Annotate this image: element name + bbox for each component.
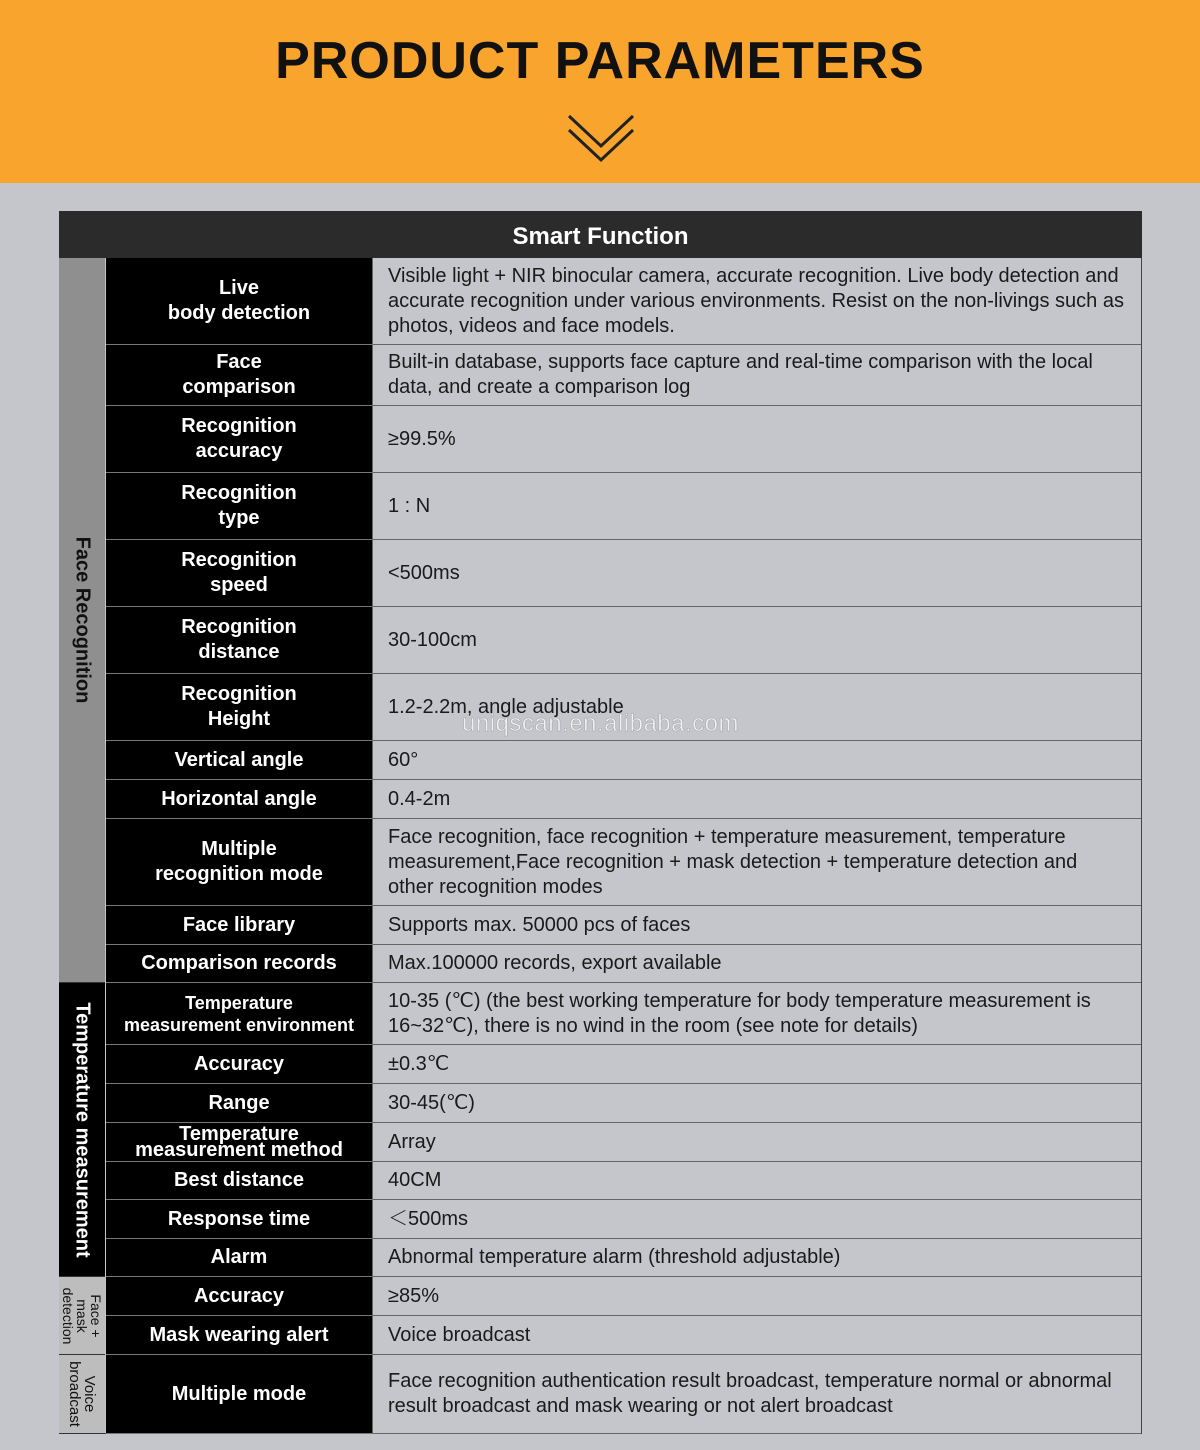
row-value: 1.2-2.2m, angle adjustable — [373, 674, 1141, 741]
row-label: Comparison records — [106, 945, 372, 983]
row-value: ≥99.5% — [373, 406, 1141, 473]
group-face-recognition — [59, 258, 105, 983]
row-value: Supports max. 50000 pcs of faces — [373, 906, 1141, 945]
row-label: Face comparison — [106, 345, 372, 406]
row-value: Face recognition authentication result broadcast, temperature normal or abnormal result broadcast and mask wearing or not alert broadcast — [373, 1355, 1141, 1434]
row-label: Temperature measurement environment — [106, 983, 372, 1045]
row-value: 60° — [373, 741, 1141, 780]
row-label: Accuracy — [106, 1045, 372, 1084]
table-header: Smart Function — [59, 211, 1142, 258]
group-temperature-measurement — [59, 983, 105, 1277]
row-label: Accuracy — [106, 1277, 372, 1316]
row-value: 0.4-2m — [373, 780, 1141, 819]
double-chevron-down-icon — [565, 110, 637, 164]
group-label: Temperature measurement — [71, 1001, 94, 1258]
row-label: Mask wearing alert — [106, 1316, 372, 1355]
row-label: Temperature measurement method — [106, 1123, 372, 1162]
row-value: 30-100cm — [373, 607, 1141, 674]
row-label: Multiple recognition mode — [106, 819, 372, 906]
row-label: Recognition speed — [106, 540, 372, 607]
row-value: 1 : N — [373, 473, 1141, 540]
row-label: Vertical angle — [106, 741, 372, 780]
group-label: Face Recognition — [71, 536, 94, 704]
row-value: Visible light + NIR binocular camera, accurate recognition. Live body detection and accurate recognition under various environments. Resist on the non-livings such as photos, videos and face models. — [373, 258, 1141, 345]
row-value: Max.100000 records, export available — [373, 945, 1141, 983]
row-label: Recognition type — [106, 473, 372, 540]
watermark: uniqscan.en.alibaba.com — [462, 710, 740, 737]
row-label: Recognition distance — [106, 607, 372, 674]
row-value: Face recognition, face recognition + temperature measurement, temperature measurement,Face recognition + mask detection + temperature detection and other recognition modes — [373, 819, 1141, 906]
row-value: ≥85% — [373, 1277, 1141, 1316]
group-voice-broadcast — [59, 1355, 105, 1434]
row-label: Live body detection — [106, 258, 372, 345]
row-value: Array — [373, 1123, 1141, 1162]
row-value: 40CM — [373, 1162, 1141, 1200]
row-value: Voice broadcast — [373, 1316, 1141, 1355]
row-value: ±0.3℃ — [373, 1045, 1141, 1084]
row-label: Alarm — [106, 1239, 372, 1277]
row-label: Recognition Height — [106, 674, 372, 741]
group-label: Voice broadcast — [66, 1361, 98, 1427]
row-label: Response time — [106, 1200, 372, 1239]
row-value: 30-45(℃) — [373, 1084, 1141, 1123]
page-title: PRODUCT PARAMETERS — [275, 32, 925, 90]
row-label: Horizontal angle — [106, 780, 372, 819]
row-label: Range — [106, 1084, 372, 1123]
row-label: Best distance — [106, 1162, 372, 1200]
row-label: Multiple mode — [106, 1355, 372, 1434]
header-banner — [0, 0, 1200, 183]
row-value: Built-in database, supports face capture and real-time comparison with the local data, and create a comparison log — [373, 345, 1141, 406]
group-label: Face + mask detection — [60, 1287, 104, 1344]
row-value: Abnormal temperature alarm (threshold adjustable) — [373, 1239, 1141, 1277]
row-value: ＜500ms — [373, 1200, 1141, 1239]
row-label: Recognition accuracy — [106, 406, 372, 473]
group-face-mask-detection — [59, 1277, 105, 1355]
row-value: 10-35 (℃) (the best working temperature for body temperature measurement is 16~32℃), there is no wind in the room (see note for details) — [373, 983, 1141, 1045]
row-value: <500ms — [373, 540, 1141, 607]
row-label: Face library — [106, 906, 372, 945]
